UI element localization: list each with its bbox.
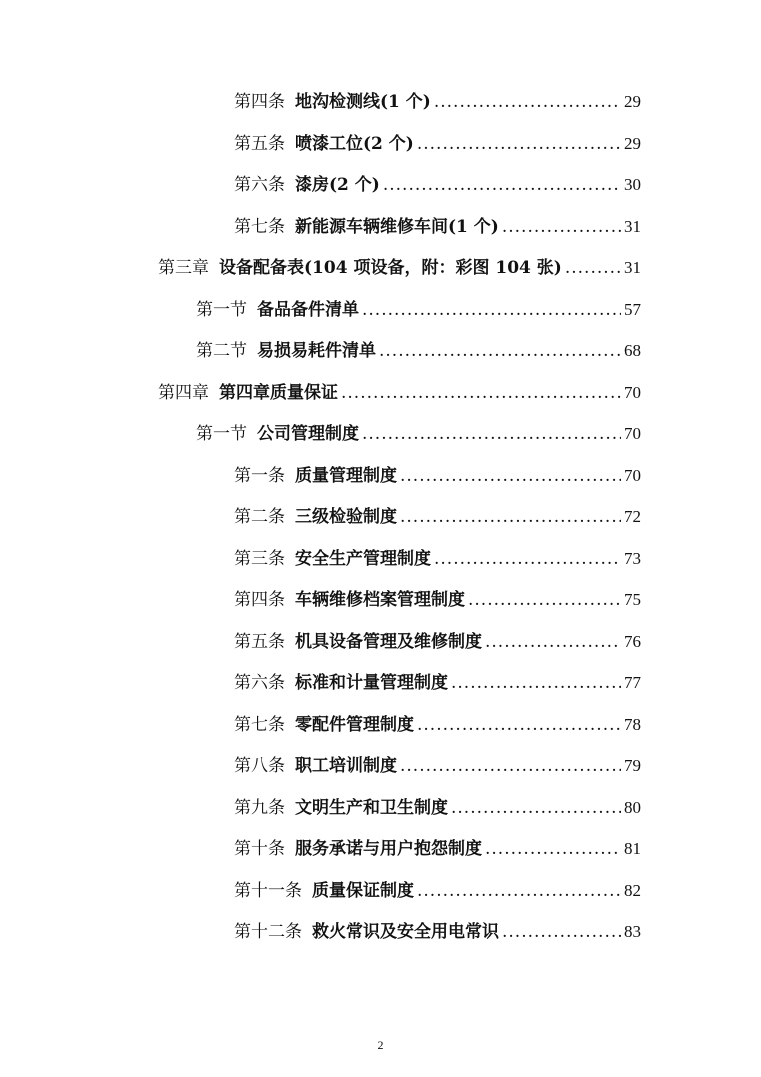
toc-entry-label: 第一节 bbox=[196, 424, 247, 444]
toc-entry-label: 第二条 bbox=[234, 507, 285, 527]
toc-entry-label: 第三条 bbox=[234, 548, 285, 569]
toc-entry-label: 第八条 bbox=[234, 756, 285, 776]
toc-entry-page-number: 79 bbox=[624, 756, 641, 775]
toc-entry-title: 易损易耗件清单 bbox=[257, 341, 376, 361]
toc-entry-title: 服务承诺与用户抱怨制度 bbox=[295, 839, 482, 859]
toc-entry-page-number: 75 bbox=[624, 590, 641, 609]
toc-dot-leader bbox=[434, 545, 621, 573]
toc-entry-label: 第一节 bbox=[196, 299, 247, 320]
toc-entry-page-number: 77 bbox=[624, 673, 641, 692]
toc-entry-title: 车辆维修档案管理制度 bbox=[295, 590, 465, 610]
toc-entry-page-number: 70 bbox=[624, 465, 641, 485]
toc-entry-title: 文明生产和卫生制度 bbox=[295, 797, 448, 818]
toc-entry[interactable] bbox=[234, 171, 641, 199]
toc-entry-label: 第七条 bbox=[234, 216, 285, 237]
toc-entry-label: 第五条 bbox=[234, 631, 285, 652]
toc-entry-title: 质量保证制度 bbox=[312, 880, 414, 901]
toc-entry-title: 设备配备表(104 项设备，附：彩图 104 张) bbox=[219, 258, 562, 278]
toc-entry-label: 第三章 bbox=[158, 258, 209, 278]
toc-entry-label: 第二节 bbox=[196, 341, 247, 361]
toc-entry-label: 第五条 bbox=[234, 133, 285, 154]
toc-dot-leader bbox=[434, 88, 621, 116]
toc-entry-page-number: 72 bbox=[624, 507, 641, 526]
toc-entry-page-number: 30 bbox=[624, 175, 641, 194]
toc-entry-label: 第十一条 bbox=[234, 880, 302, 901]
toc-entry[interactable] bbox=[196, 420, 641, 448]
toc-entry[interactable] bbox=[234, 669, 641, 697]
toc-entry-label: 第四章 bbox=[158, 382, 209, 403]
toc-dot-leader bbox=[341, 379, 621, 407]
toc-entry[interactable] bbox=[234, 545, 641, 573]
toc-entry-title: 零配件管理制度 bbox=[295, 714, 414, 735]
toc-entry[interactable] bbox=[158, 254, 641, 282]
toc-entry[interactable] bbox=[234, 711, 641, 739]
toc-entry[interactable] bbox=[234, 877, 641, 905]
toc-entry-label: 第六条 bbox=[234, 175, 285, 195]
toc-dot-leader bbox=[485, 628, 621, 656]
toc-entry-title: 职工培训制度 bbox=[295, 756, 397, 776]
toc-entry-page-number: 31 bbox=[624, 216, 641, 236]
toc-entry-page-number: 80 bbox=[624, 797, 641, 817]
toc-entry[interactable] bbox=[196, 337, 641, 365]
toc-entry-title: 新能源车辆维修车间(1 个) bbox=[295, 216, 499, 237]
toc-entry-label: 第七条 bbox=[234, 714, 285, 735]
toc-entry-page-number: 29 bbox=[624, 92, 641, 111]
toc-entry[interactable] bbox=[234, 88, 641, 116]
toc-entry-page-number: 76 bbox=[624, 631, 641, 651]
toc-entry-page-number: 83 bbox=[624, 922, 641, 941]
toc-entry-label: 第六条 bbox=[234, 673, 285, 693]
toc-entry-title: 公司管理制度 bbox=[257, 424, 359, 444]
toc-entry[interactable] bbox=[234, 752, 641, 780]
toc-entry[interactable] bbox=[234, 918, 641, 946]
toc-entry[interactable] bbox=[234, 462, 641, 490]
toc-dot-leader bbox=[362, 296, 621, 324]
toc-entry[interactable] bbox=[234, 628, 641, 656]
toc-entry-title: 机具设备管理及维修制度 bbox=[295, 631, 482, 652]
toc-dot-leader bbox=[417, 711, 621, 739]
toc-entry-page-number: 29 bbox=[624, 133, 641, 153]
toc-dot-leader bbox=[485, 835, 621, 863]
toc-dot-leader bbox=[468, 586, 621, 614]
toc-entry[interactable] bbox=[234, 835, 641, 863]
toc-entry-label: 第十条 bbox=[234, 839, 285, 859]
toc-entry-label: 第一条 bbox=[234, 465, 285, 486]
toc-dot-leader bbox=[383, 171, 621, 199]
toc-entry-label: 第九条 bbox=[234, 797, 285, 818]
toc-dot-leader bbox=[362, 420, 621, 448]
toc-entry-page-number: 57 bbox=[624, 299, 641, 319]
toc-dot-leader bbox=[379, 337, 621, 365]
toc-entry[interactable] bbox=[234, 213, 641, 241]
toc-entry[interactable] bbox=[234, 586, 641, 614]
toc-entry-title: 喷漆工位(2 个) bbox=[295, 133, 414, 154]
toc-entry-page-number: 73 bbox=[624, 548, 641, 568]
toc-entry-title: 漆房(2 个) bbox=[295, 175, 380, 195]
toc-dot-leader bbox=[417, 130, 621, 158]
toc-dot-leader bbox=[502, 918, 621, 946]
toc-entry-title: 安全生产管理制度 bbox=[295, 548, 431, 569]
page-number: 2 bbox=[377, 1038, 384, 1052]
toc-entry-title: 救火常识及安全用电常识 bbox=[312, 922, 499, 942]
toc-entry-title: 标准和计量管理制度 bbox=[295, 673, 448, 693]
toc-entry[interactable] bbox=[234, 503, 641, 531]
toc-entry[interactable] bbox=[158, 379, 641, 407]
toc-entry-title: 第四章质量保证 bbox=[219, 382, 338, 403]
toc-entry-page-number: 81 bbox=[624, 839, 641, 858]
toc-dot-leader bbox=[451, 669, 621, 697]
toc-entry[interactable] bbox=[196, 296, 641, 324]
toc-dot-leader bbox=[400, 462, 621, 490]
toc-entry-title: 质量管理制度 bbox=[295, 465, 397, 486]
toc-entry-label: 第十二条 bbox=[234, 922, 302, 942]
toc-dot-leader bbox=[400, 503, 621, 531]
toc-dot-leader bbox=[417, 877, 621, 905]
toc-entry-page-number: 82 bbox=[624, 880, 641, 900]
toc-entry-title: 三级检验制度 bbox=[295, 507, 397, 527]
toc-entry[interactable] bbox=[234, 794, 641, 822]
toc-entry-page-number: 70 bbox=[624, 424, 641, 443]
toc-entry-page-number: 31 bbox=[624, 258, 641, 277]
toc-entry[interactable] bbox=[234, 130, 641, 158]
toc-dot-leader bbox=[565, 254, 621, 282]
toc-entry-page-number: 70 bbox=[624, 382, 641, 402]
toc-entry-page-number: 78 bbox=[624, 714, 641, 734]
toc-dot-leader bbox=[400, 752, 621, 780]
toc-dot-leader bbox=[451, 794, 621, 822]
toc-entry-label: 第四条 bbox=[234, 92, 285, 112]
toc-entry-title: 备品备件清单 bbox=[257, 299, 359, 320]
toc-entry-label: 第四条 bbox=[234, 590, 285, 610]
toc-dot-leader bbox=[502, 213, 621, 241]
toc-entry-page-number: 68 bbox=[624, 341, 641, 360]
toc-entry-title: 地沟检测线(1 个) bbox=[295, 92, 431, 112]
